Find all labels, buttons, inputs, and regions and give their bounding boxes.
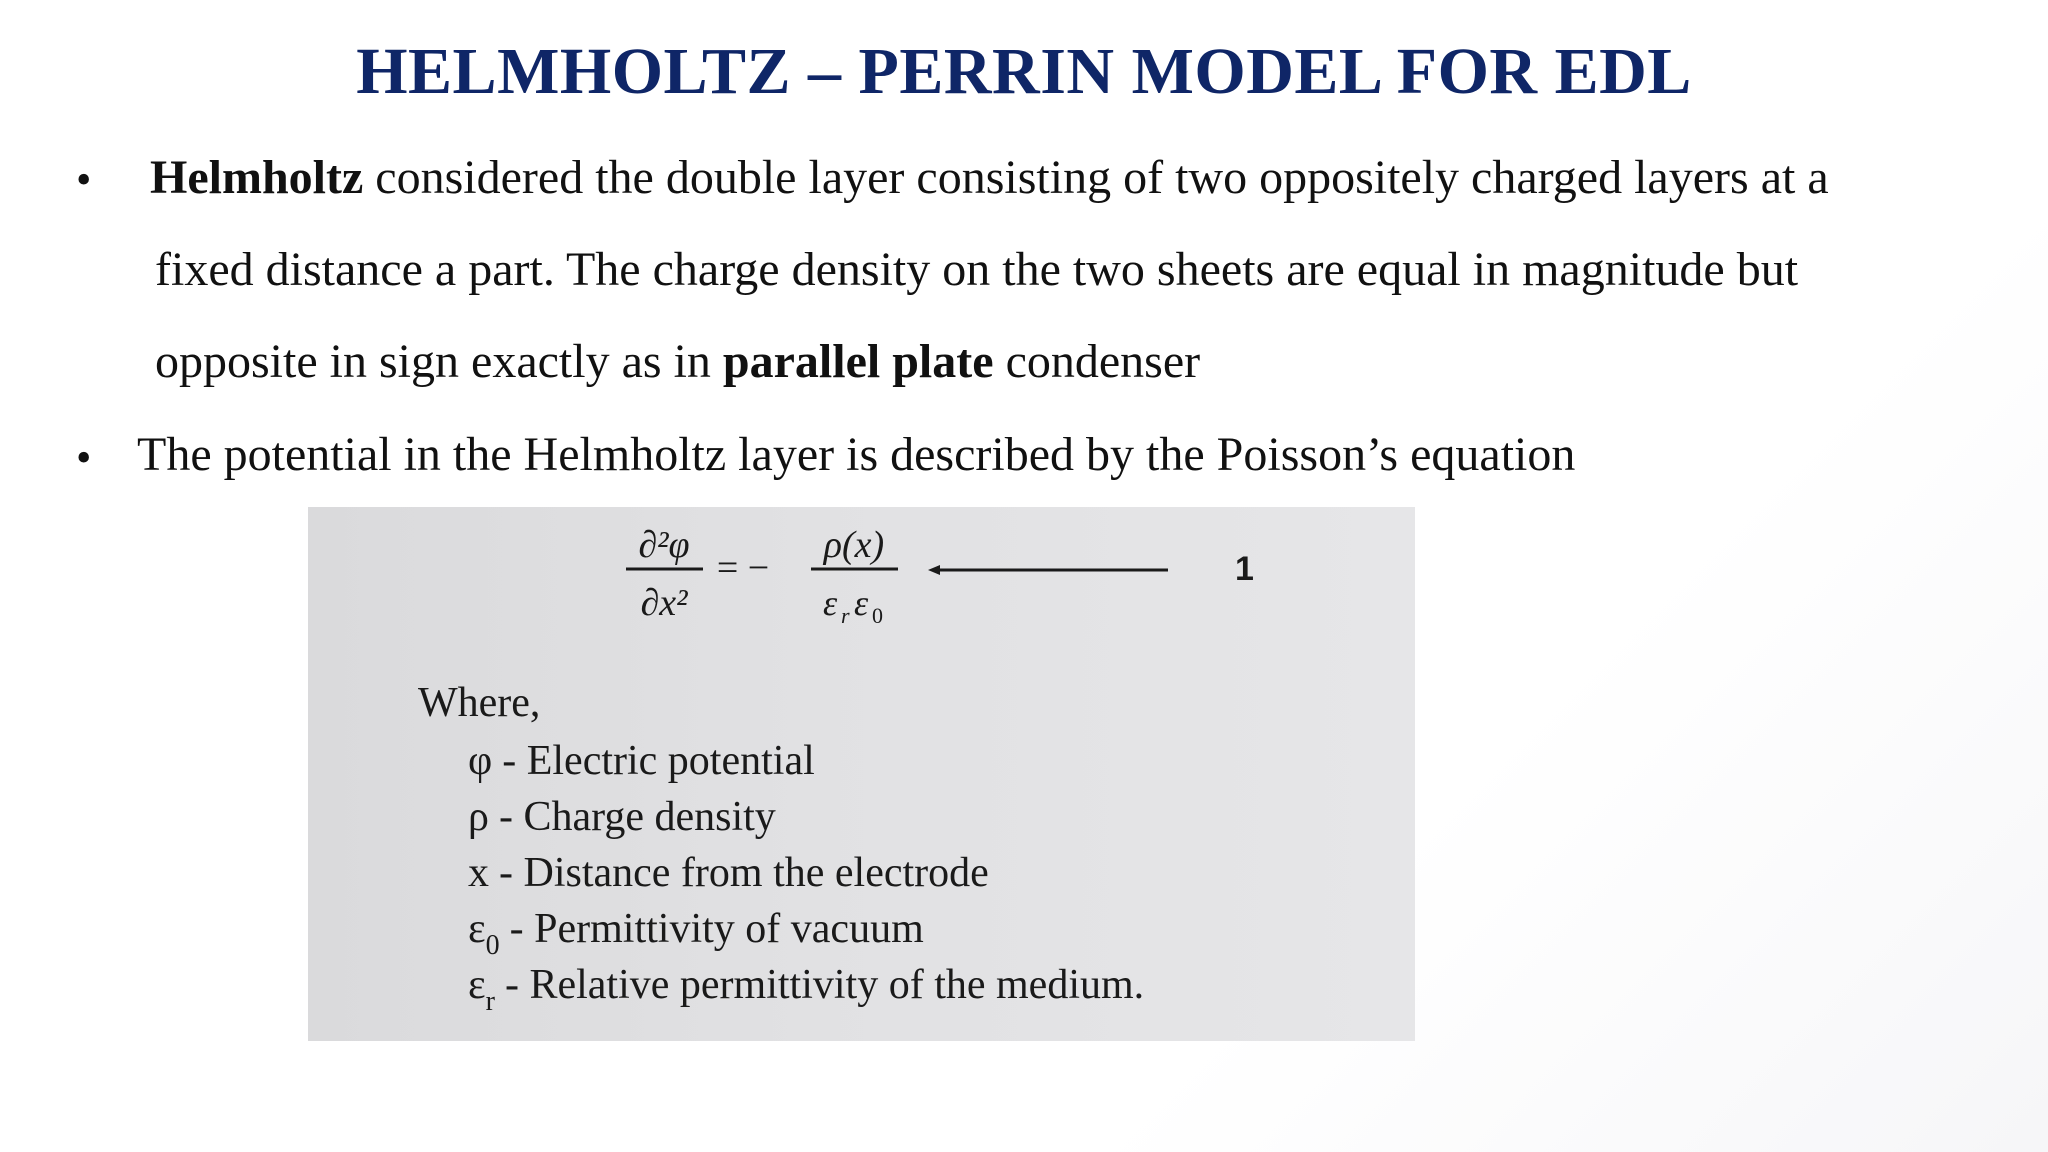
epsilon-symbol: ε [468, 906, 486, 952]
bullet-2-line-1: The potential in the Helmholtz layer is described by the Poisson’s equation [137, 428, 1576, 481]
definition-symbol [468, 961, 495, 1017]
bullet-1-line-1-text: considered the double layer consisting of two oppositely charged layers at a [363, 151, 1829, 204]
definition-item [468, 737, 815, 785]
definition-item [468, 961, 1145, 1017]
definition-text: - Charge density [498, 794, 776, 840]
bullet-1-line-1 [150, 150, 1829, 205]
slide-title: HELMHOLTZ – PERRIN MODEL FOR EDL [356, 35, 1692, 108]
definition-item [468, 849, 989, 897]
definition-symbol [468, 905, 500, 961]
rhs-denominator-epsilon: ε [823, 583, 838, 623]
definition-text: - Relative permittivity of the medium. [504, 962, 1145, 1008]
bullet-1-line-3-pre: opposite in sign exactly as in [155, 335, 723, 388]
bullet-1-line-2: fixed distance a part. The charge density on the two sheets are equal in magnitude but [155, 243, 1799, 296]
lhs-numerator: ∂²φ [638, 524, 690, 566]
rhs-denominator-sub-0: 0 [872, 603, 883, 628]
rhs-numerator: ρ(x) [823, 524, 885, 566]
definition-item [468, 905, 924, 961]
equation-number: 1 [1235, 550, 1254, 588]
definition-symbol: ρ [468, 794, 489, 840]
bullet-marker: • [76, 433, 92, 482]
rhs-denominator-epsilon: ε [854, 583, 869, 623]
equals-minus: = − [716, 547, 770, 589]
subscript: r [485, 986, 495, 1017]
rhs-denominator-sub-r: r [841, 603, 850, 628]
helmholtz-term: Helmholtz [150, 151, 364, 204]
where-label: Where, [418, 680, 541, 726]
arrow-left-icon [928, 565, 940, 575]
bullet-marker: • [76, 155, 92, 204]
definition-text: - Distance from the electrode [499, 850, 989, 896]
subscript: 0 [485, 930, 500, 961]
parallel-plate-term: parallel plate [722, 335, 994, 388]
definition-symbol: φ [468, 738, 493, 784]
definition-text: - Electric potential [502, 738, 815, 784]
epsilon-symbol: ε [468, 962, 486, 1008]
bullet-1-line-3-post: condenser [993, 335, 1201, 388]
bullet-1-line-3 [155, 334, 1200, 389]
definition-symbol: x [468, 850, 489, 896]
definition-text: - Permittivity of vacuum [509, 906, 924, 952]
lhs-denominator: ∂x² [640, 582, 688, 624]
equation-image [308, 507, 1415, 1041]
definition-item [468, 793, 776, 841]
